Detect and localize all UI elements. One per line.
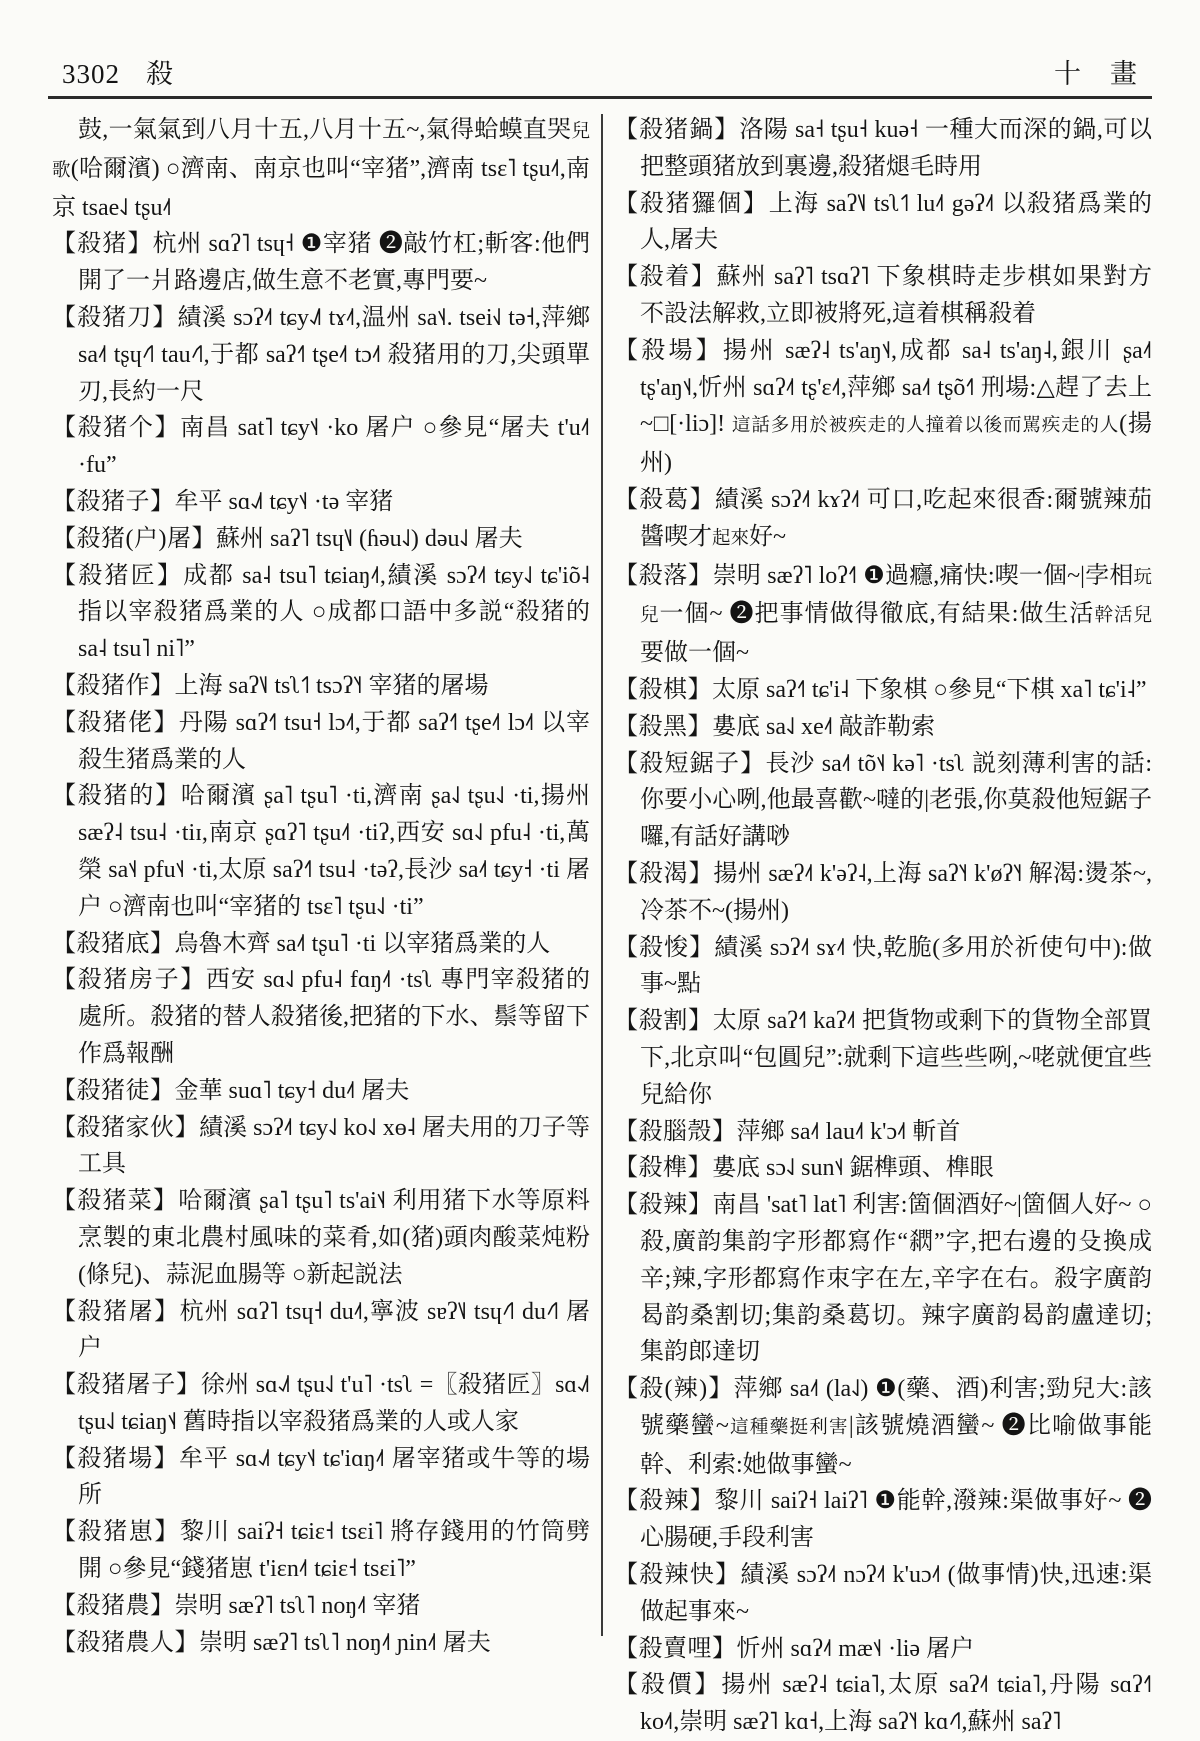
dictionary-entry [52, 1625, 590, 1662]
gloss-small-text: 幹活兒 [1094, 606, 1152, 627]
entry-text: 太原 saʔ˧˥ tɕ'i˨ 下象棋 ○參見“下棋 xa˥ tɕ'i˨” [712, 676, 1147, 703]
dictionary-entry [614, 558, 1152, 672]
entry-text: 杭州 sɑʔ˥ tsɥ˧ ❶宰猪 ❷敲竹杠;斬客:他們開了一爿路邊店,做生意不老實,專門要~ [78, 231, 591, 295]
entry-text: 鼓,一氣氣到八月十五,八月十五~,氣得蛤蟆直哭 [78, 117, 572, 143]
entry-headword: 【殺猪徒】 [52, 1077, 175, 1104]
dictionary-entry [52, 1588, 590, 1625]
entry-text: 哈爾濱 ʂa˥ tʂu˥ ts'ai˦˨ 利用猪下水等原料烹製的東北農村風味的菜肴,如(猪)頭肉酸菜炖粉(條兒)、蒜泥血腸等 ○新起説法 [78, 1188, 591, 1288]
entry-text: 黎川 saiʔ˧ laiʔ˥ ❶能幹,潑辣:渠做事好~ ❷心腸硬,手段利害 [640, 1488, 1152, 1552]
entry-headword: 【殺猪農】 [52, 1592, 175, 1619]
dictionary-entry [52, 1441, 590, 1515]
dictionary-entry [52, 962, 590, 1072]
entry-text: 西安 sɑ˨˩ pfu˨ fɑŋ˨˦ ·tsʅ 專門宰殺猪的處所。殺猪的替人殺猪後,把猪的下水、鬃等留下作爲報酬 [78, 967, 590, 1067]
entry-headword: 【殺賣哩】 [614, 1635, 737, 1662]
entry-headword: 【殺棋】 [614, 676, 712, 703]
entry-headword: 【殺猪玀個】 [614, 190, 769, 217]
dictionary-entry [52, 926, 590, 963]
dictionary-entry [52, 226, 590, 300]
entry-headword: 【殺猪作】 [52, 672, 175, 699]
continuation-paragraph [52, 112, 590, 226]
dictionary-entry [614, 709, 1152, 746]
entry-headword: 【殺猪(户)屠】 [52, 525, 216, 552]
entry-headword: 【殺猪家伙】 [52, 1114, 200, 1141]
entry-headword: 【殺榫】 [614, 1155, 712, 1182]
dictionary-entry [52, 558, 590, 668]
entry-headword: 【殺猪崽】 [52, 1519, 180, 1546]
entry-headword: 【殺辣】 [614, 1192, 713, 1219]
gloss-small-text: 起來 [712, 528, 750, 549]
entry-headword: 【殺猪屠】 [52, 1298, 180, 1325]
page-number: 3302 [62, 59, 120, 89]
text-columns [52, 112, 1154, 1741]
entry-headword: 【殺場】 [614, 337, 723, 364]
entry-text: 黎川 saiʔ˧ tɕiɛ˧ tsɛi˥ 將存錢用的竹筒劈開 ○參見“錢猪崽 t'iɛn˨˦ tɕiɛ˧ tsɛi˥” [78, 1519, 590, 1583]
dictionary-entry [614, 1557, 1152, 1631]
entry-headword: 【殺渴】 [614, 860, 714, 887]
dictionary-entry [614, 1483, 1152, 1557]
running-head-left [62, 52, 200, 91]
entry-text: (揚州) [640, 411, 1152, 477]
entry-text: (哈爾濱) ○濟南、南京也叫“宰猪”,濟南 tsɛ˥ tʂu˨˦,南京 tsae˨˩ tʂu˨˦ [52, 155, 590, 221]
entry-headword: 【殺猪】 [52, 231, 153, 258]
dictionary-entry [614, 1150, 1152, 1187]
entry-headword: 【殺猪子】 [52, 488, 175, 515]
dictionary-entry [614, 333, 1152, 482]
entry-text: 杭州 sɑʔ˥ tsɥ˧ du˨˦,寧波 sɐʔ˥˩ tsɥ˨˦˥ du˨˦˥ 屠户 [78, 1298, 591, 1362]
entry-text: 蘇州 saʔ˥ tsɥ˥˩ (ɦəu˨˩) dəu˨˩ 屠夫 [215, 525, 523, 552]
entry-headword: 【殺短鋸子】 [614, 750, 766, 777]
entry-headword: 【殺猪房子】 [52, 967, 206, 994]
dictionary-entry [52, 668, 590, 705]
dictionary-entry [52, 300, 590, 410]
section-headword: 殺 [146, 59, 174, 89]
entry-text: 績溪 sɔʔ˨˦ tɕy˨˩ ko˨˩ xɵ˨ 屠夫用的刀子等工具 [78, 1114, 591, 1178]
entry-headword: 【殺落】 [614, 562, 713, 589]
entry-text: 金華 suɑ˥ tɕy˧ du˨˦ 屠夫 [174, 1077, 410, 1104]
dictionary-entry [614, 482, 1152, 558]
gloss-small-text: 這話多用於被疾走的人撞着以後而駡疾走的人 [732, 416, 1120, 437]
gloss-small-text: 玩兒 [640, 567, 1153, 627]
entry-headword: 【殺葛】 [614, 486, 715, 513]
entry-text: 太原 saʔ˧˥ kaʔ˨˦ 把貨物或剩下的貨物全部買下,北京叫“包圓兒”:就剩下這些些咧,~咾就便宜些兒給你 [640, 1008, 1152, 1108]
dictionary-entry [614, 930, 1152, 1004]
dictionary-entry [52, 1514, 590, 1588]
left-column [52, 112, 590, 1741]
entry-headword: 【殺猪底】 [52, 930, 175, 957]
entry-headword: 【殺猪的】 [52, 783, 181, 810]
dictionary-entry [52, 1183, 590, 1293]
dictionary-entry [52, 778, 590, 925]
entry-text: 崇明 sæʔ˥ loʔ˧˥ ❶過癮,痛快:喫一個~|孛相 [712, 562, 1134, 589]
entry-headword: 【殺猪菜】 [52, 1188, 179, 1215]
entry-text: 上海 saʔ˥˩ tsʅ˦˥ tsɔʔ˥˧ 宰猪的屠場 [174, 672, 489, 699]
dictionary-entry [614, 856, 1152, 930]
entry-headword: 【殺價】 [614, 1672, 722, 1699]
entry-text: 上海 saʔ˥˩ tsʅ˦˥ lu˨˦ gəʔ˨˦ 以殺猪爲業的人,屠夫 [640, 190, 1152, 254]
entry-headword: 【殺辣快】 [614, 1562, 741, 1589]
entry-text: 丹陽 sɑʔ˧˥ tsu˧ lɔ˨˦,于都 saʔ˧˥ tʂe˨˦ lɔ˨˦ 以宰殺生猪爲業的人 [78, 709, 591, 773]
entry-headword: 【殺(辣)】 [614, 1376, 734, 1403]
entry-headword: 【殺猪屠子】 [52, 1372, 201, 1399]
dictionary-entry [614, 1187, 1152, 1371]
gloss-small-text: 兒歌 [52, 122, 590, 181]
entry-headword: 【殺悛】 [614, 934, 715, 961]
entry-text: 績溪 sɔʔ˨˦ kɤʔ˨˦ 可口,吃起來很香:爾號辣茄醬喫才 [640, 486, 1152, 550]
dictionary-entry [52, 705, 590, 779]
entry-headword: 【殺辣】 [614, 1488, 715, 1515]
entry-text: 南昌 sat˥ tɕy˦˨ ·ko 屠户 ○參見“屠夫 t'u˨˦ ·fu” [78, 415, 590, 479]
entry-text: 長沙 sa˨˦ tõ˦˨ kə˥ ·tsʅ 説刻薄利害的話:你要小心咧,他最喜歡~噠的|老張,你莫殺他短鋸子囉,有話好講唦 [640, 750, 1152, 851]
entry-text: 績溪 sɔʔ˨˦ tɕy˨˩˥ tɤ˨˦,温州 sa˦˨. tsei˧˩ tə˧,萍鄉 sa˨˦ tʂɥ˨˦˥ tau˨˦˥,于都 saʔ˧˥ tʂe˨˦ tɔ˨˦ 殺猪用的刀,尖頭單刃,長約一尺 [78, 304, 590, 405]
entry-text: 婁底 sɔ˨˩ sun˦˨ 鋸榫頭、榫眼 [712, 1155, 994, 1182]
entry-text: 崇明 sæʔ˥ tsʅ˥ noŋ˨˦ ɲin˨˦ 屠夫 [199, 1629, 491, 1656]
dictionary-entry [614, 746, 1152, 856]
dictionary-entry [614, 1631, 1152, 1668]
entry-headword: 【殺黑】 [614, 713, 712, 740]
dictionary-entry [614, 1003, 1152, 1113]
entry-headword: 【殺猪匠】 [52, 562, 184, 589]
entry-text: 洛陽 sa˧ tʂu˧ kuə˧ 一種大而深的鍋,可以把整頭猪放到裏邊,殺猪煺毛時用 [640, 117, 1153, 180]
dictionary-entry [52, 1367, 590, 1441]
entry-text: 徐州 sɑ˨˩˦ tʂu˨˩ t'u˥ ·tsʅ =〖殺猪匠〗sɑ˨˩˦ tʂu˨˩ tɕiaŋ˦˨ 舊時指以宰殺猪爲業的人或人家 [78, 1372, 591, 1435]
dictionary-entry [52, 410, 590, 484]
dictionary-entry [614, 1114, 1152, 1151]
entry-text: 蘇州 saʔ˥ tsɑʔ˥ 下象棋時走步棋如果對方不設法解救,立即被將死,這着棋稱殺着 [640, 264, 1153, 327]
entry-headword: 【殺猪場】 [52, 1445, 179, 1472]
entry-text: 要做一個~ [640, 640, 749, 667]
dictionary-entry [614, 1371, 1152, 1483]
dictionary-entry [614, 1667, 1152, 1741]
gloss-small-text: 這種藥挺利害 [728, 1417, 849, 1438]
entry-text: 一個~ ❷把事情做得徹底,有結果:做生活 [659, 601, 1095, 628]
dictionary-entry [614, 112, 1152, 186]
entry-text: 崇明 sæʔ˥ tsʅ˥ noŋ˨˦ 宰猪 [174, 1592, 421, 1619]
entry-headword: 【殺猪農人】 [52, 1629, 199, 1656]
entry-headword: 【殺腦殼】 [614, 1118, 737, 1145]
dictionary-entry [52, 521, 590, 558]
entry-headword: 【殺猪刀】 [52, 304, 178, 331]
entry-text: 婁底 sa˨˩ xe˨˦ 敲詐勒索 [712, 713, 936, 740]
column-divider-rule [601, 114, 603, 1636]
entry-headword: 【殺猪鍋】 [614, 117, 740, 143]
running-head [62, 52, 1138, 91]
stroke-section-label: 十 畫 [1054, 59, 1138, 89]
header-rule [48, 96, 1152, 99]
running-head-right [1036, 52, 1138, 91]
dictionary-entry [52, 1073, 590, 1110]
entry-text: 績溪 sɔʔ˨˦ nɔʔ˨˦ k'uɔ˨˦ (做事情)快,迅速:渠做起事來~ [640, 1562, 1153, 1625]
entry-headword: 【殺猪个】 [52, 415, 181, 442]
entry-text: 揚州 sæʔ˨ ts'aŋ˦˨,成都 sa˨ ts'aŋ˨,銀川 ʂa˨˦ tʂ'aŋ˦˨,忻州 sɑʔ˨˦ tʂ'ɛ˨˦,萍鄉 sa˨˦ tʂõ˧˥ 刑場:△趕了去上~□[·liɔ]! [640, 337, 1153, 438]
dictionary-entry [614, 259, 1152, 333]
entry-text: |該號燒酒蠻~ ❷比喻做事能幹、利索:她做事蠻~ [640, 1412, 1152, 1478]
dictionary-entry [52, 1110, 590, 1184]
entry-text: 績溪 sɔʔ˨˦ sɤ˨˦ 快,乾脆(多用於祈使句中):做事~點 [640, 934, 1152, 998]
entry-text: 萍鄉 sa˨˦ lau˨˦ k'ɔ˨˦ 斬首 [736, 1118, 961, 1145]
dictionary-entry [614, 186, 1152, 260]
entry-text: 揚州 sæʔ˨ tɕia˥,太原 saʔ˨˦ tɕia˥,丹陽 sɑʔ˧˥ ko˨˦,崇明 sæʔ˥ kɑ˧,上海 saʔ˥˧ kɑ˨˦˥,蘇州 saʔ˥ [640, 1672, 1153, 1736]
entry-text: 萍鄉 sa˨˦ (la˨˩) ❶(藥、酒)利害;勁兒大:該號藥蠻~ [640, 1376, 1152, 1439]
dictionary-entry [614, 672, 1152, 709]
entry-headword: 【殺着】 [614, 264, 717, 291]
entry-text: 揚州 sæʔ˨˦ k'əʔ˨,上海 saʔ˥˧ k'øʔ˥˧ 解渴:燙茶~,冷茶不~(揚州) [640, 860, 1153, 924]
entry-text: 忻州 sɑʔ˨˦ mæ˦˨ ·liə 屠户 [736, 1635, 975, 1662]
right-column [614, 112, 1152, 1741]
entry-headword: 【殺割】 [614, 1008, 713, 1035]
entry-text: 好~ [749, 523, 786, 550]
entry-text: 南昌 'sat˥ lat˥ 利害:箇個酒好~|箇個人好~ ○殺,廣韵集韵字形都寫作“閷”字,把右邊的殳換成辛;辣,字形都寫作朿字在左,辛字在右。殺字廣韵曷韵桑割切;集韵桑葛切。辣字廣韵曷韵盧達切;集韵郎達切 [640, 1192, 1152, 1366]
entry-text: 牟平 sɑ˨˩˦ tɕy˦˨ ·tə 宰猪 [174, 488, 394, 515]
entry-headword: 【殺猪佬】 [52, 709, 179, 736]
entry-text: 烏魯木齊 sa˨˦ tʂu˥ ·ti 以宰猪爲業的人 [174, 930, 551, 957]
entry-text: 哈爾濱 ʂa˥ tʂu˥ ·ti,濟南 ʂa˨˩ tʂu˨˩ ·ti,揚州 sæʔ˨ tsu˨ ·tiɪ,南京 ʂɑʔ˥ tʂu˨˦ ·tiʔ,西安 sɑ˨˩ pfu˨ ·ti,萬榮 sa˦˨ pfu˦˨ ·ti,太原 saʔ˧˥ tsu˨ ·təʔ,長沙 sa˨˦ tɕy˧ ·ti 屠户 ○濟南也叫“宰猪的 tsɛ˥ tʂu˨˩ ·ti” [78, 783, 591, 920]
entry-text: 成都 sa˨ tsu˥ tɕiaŋ˨˦,績溪 sɔʔ˨˦ tɕy˨˩ tɕ'iõ˨ 指以宰殺猪爲業的人 ○成都口語中多説“殺猪的 sa˨ tsu˥ ni˥” [78, 562, 590, 663]
entry-text: 牟平 sɑ˨˩˦ tɕy˦˨ tɕ'iɑŋ˨˦ 屠宰猪或牛等的場所 [78, 1445, 591, 1509]
dictionary-entry [52, 484, 590, 521]
dictionary-entry [52, 1294, 590, 1368]
